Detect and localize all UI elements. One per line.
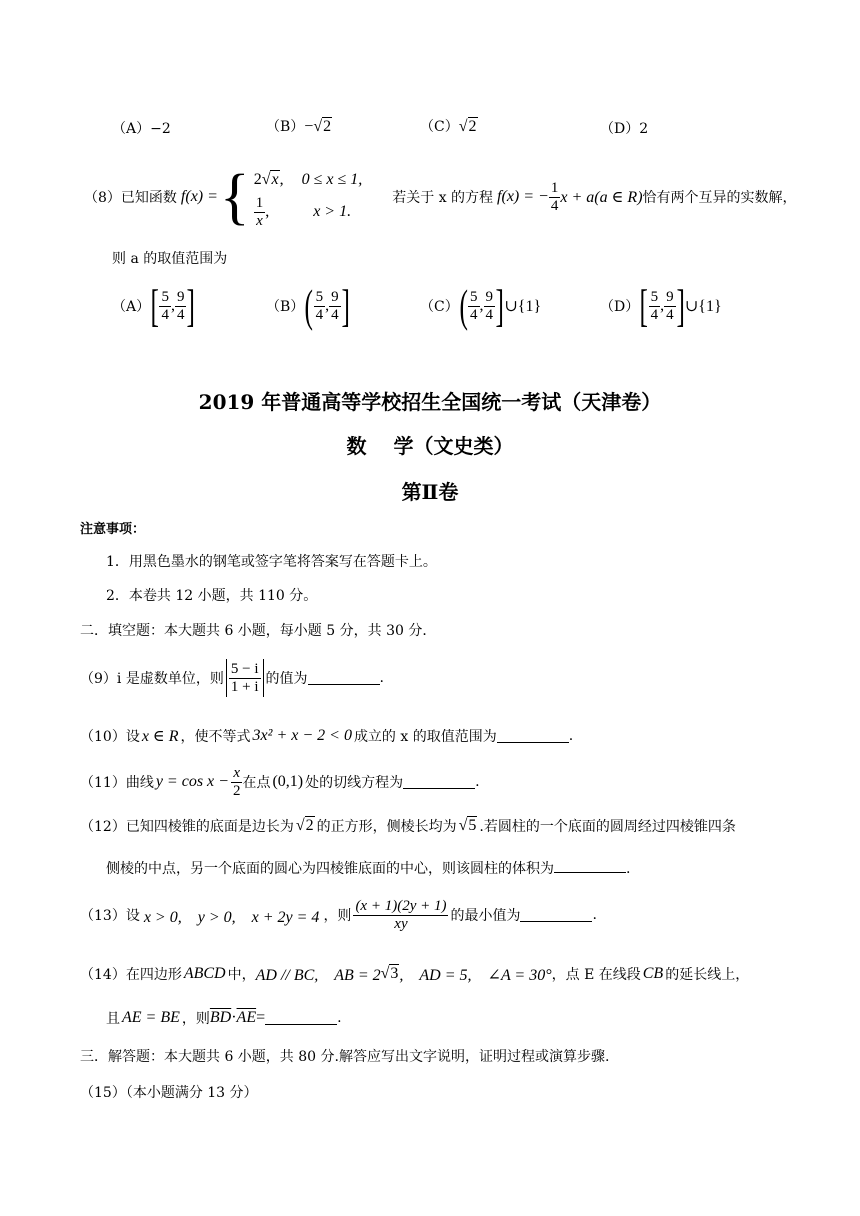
exam-part: 第Ⅱ卷	[401, 480, 459, 504]
q11-answer-blank	[403, 775, 475, 789]
q8-option-a: （A） [ $\frac{5}{4}$ , $\frac{9}{4}$ ]	[112, 280, 196, 331]
q14-line1: （14） 在四边形 ABCD 中， AD // BC, AB = 2 √3 , AD = 5, ∠A = 30° ，点 E 在线段 CB 的延长线上，	[80, 964, 750, 984]
q10: （10） 设 x ∈ R ，使不等式 3x² + x − 2 < 0 成立的 x 的取值范围为 .	[80, 727, 574, 745]
q13-answer-blank	[520, 908, 592, 922]
q8-option-c: （C） ( $\frac{5}{4}$ , $\frac{9}{4}$ ] ∪{1}	[420, 280, 542, 331]
notes-title: 注意事项：	[80, 522, 146, 537]
q8-stem: （8） 已知函数 f(x) = { 2 √x , 0 ≤ x ≤ 1, $\frac{1}{x}$ , x > 1. 若关于 x 的方程 f(x) = − $\frac{1}{4}$ x + a(a ∈ R) 恰有两个互异的实数解，	[84, 163, 797, 231]
q15-heading: （15）（本小题满分 13 分）	[80, 1085, 258, 1101]
q12-line2: 侧棱的中点，另一个底面的圆心为四棱锥底面的中心，则该圆柱的体积为 .	[106, 861, 631, 877]
q14-line2: 且 AE = BE ，则 $\overline{BD}$ · $\overline{AE}$ = .	[106, 1009, 342, 1027]
q7-option-d: （D）2	[600, 121, 649, 137]
exam-title: 2019 年普通高等学校招生全国统一考试（天津卷）	[198, 390, 662, 414]
q12-answer-blank	[554, 859, 626, 873]
q8-line2: 则 a 的取值范围为	[112, 251, 228, 267]
exam-subject: 数 学（文史类）	[346, 434, 514, 458]
q8-cases: 2 √x , 0 ≤ x ≤ 1, $\frac{1}{x}$ , x > 1.	[253, 171, 363, 229]
q7-option-a: （A）−2	[112, 121, 171, 137]
q8-case2-frac: $\frac{1}{x}$	[255, 194, 264, 229]
q14-answer-blank	[265, 1011, 337, 1025]
notes-item-1: 1．用黑色墨水的钢笔或签字笔将答案写在答题卡上。	[106, 554, 437, 570]
q8-eq-frac: $\frac{1}{4}$	[550, 179, 559, 214]
q11: （11） 曲线 y = cos x − $\frac{x}{2}$ 在点 (0,1) 处的切线方程为 .	[80, 764, 480, 799]
q9-frac: $\frac{5 - i}{1 + i}$	[230, 660, 259, 695]
q7-option-c: （C）√2	[420, 118, 477, 135]
q9: （9） i 是虚数单位，则 $\frac{5 - i}{1 + i}$ 的值为 .	[80, 656, 384, 700]
q12-line1: （12） 已知四棱锥的底面是边长为 √2 的正方形，侧棱长均为 √5 .若圆柱的一个底面的圆周经过四棱锥四条	[80, 817, 736, 835]
q8-option-d: （D） [ $\frac{5}{4}$ , $\frac{9}{4}$ ] ∪{1}	[600, 280, 722, 331]
q8-option-b: （B） ( $\frac{5}{4}$ , $\frac{9}{4}$ ]	[266, 280, 350, 331]
notes-item-2: 2．本卷共 12 小题，共 110 分。	[106, 588, 318, 604]
section-2-heading: 二．填空题：本大题共 6 小题，每小题 5 分，共 30 分．	[80, 623, 437, 639]
q7-option-b: （B）−√2	[266, 118, 332, 135]
q8-brace: {	[219, 163, 250, 231]
q9-answer-blank	[308, 671, 380, 685]
q10-answer-blank	[497, 729, 569, 743]
section-3-heading: 三．解答题：本大题共 6 小题，共 80 分.解答应写出文字说明，证明过程或演算步骤.	[80, 1049, 610, 1065]
q13: （13） 设 x > 0, y > 0, x + 2y = 4 ，则 $\frac{(x + 1)(2y + 1)}{xy}$ 的最小值为 .	[80, 897, 597, 932]
